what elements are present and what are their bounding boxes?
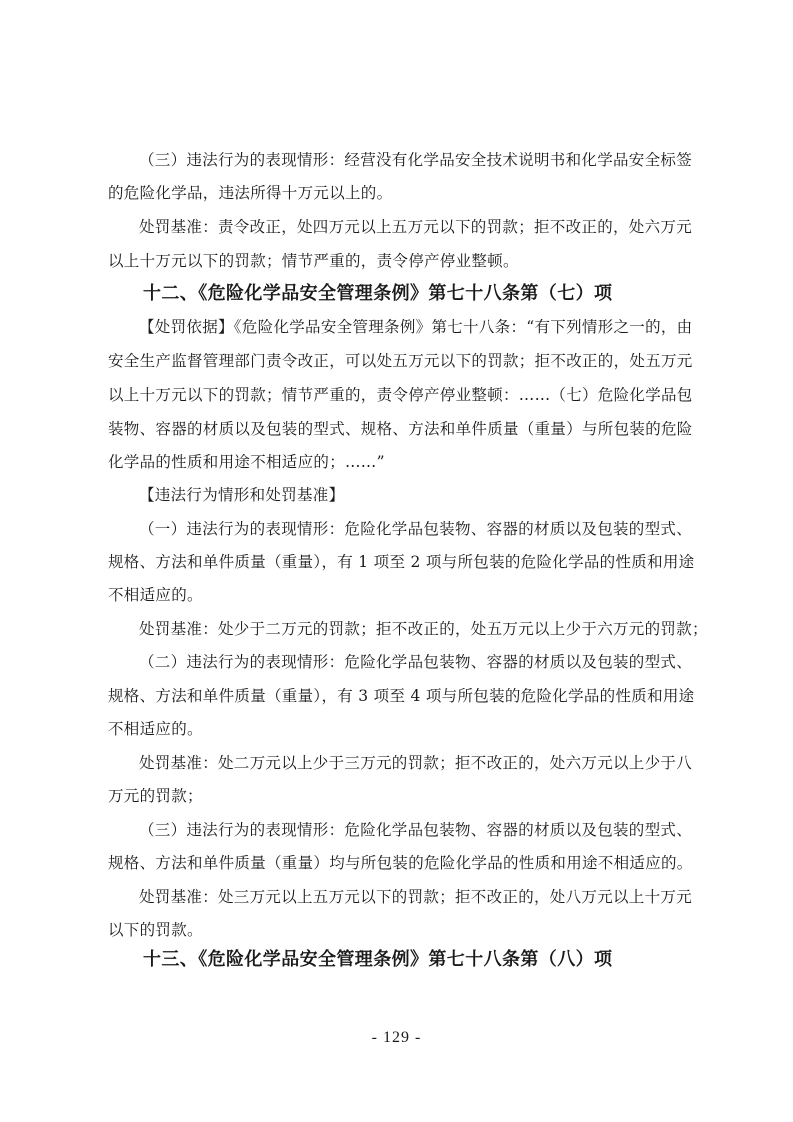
section-heading: 十二、《危险化学品安全管理条例》第七十八条第（七）项: [143, 283, 613, 304]
paragraph-line: 处罚基准：处少于二万元的罚款；拒不改正的，处五万元以上少于六万元的罚款；: [139, 620, 708, 638]
paragraph-line: 规格、方法和单件质量（重量），有 3 项至 4 项与所包装的危险化学品的性质和用途: [108, 687, 695, 705]
paragraph-line: 装物、容器的材质以及包装的型式、规格、方法和单件质量（重量）与所包装的危险: [108, 420, 693, 438]
paragraph-line: （三）违法行为的表现情形：经营没有化学品安全技术说明书和化学品安全标签: [139, 151, 693, 169]
section-heading: 十三、《危险化学品安全管理条例》第七十八条第（八）项: [143, 949, 613, 970]
paragraph-line: 处罚基准：处二万元以上少于三万元的罚款；拒不改正的，处六万元以上少于八: [139, 754, 693, 772]
paragraph-line: 以下的罚款。: [108, 921, 203, 939]
paragraph-line: 以上十万元以下的罚款；情节严重的，责令停产停业整顿：……（七）危险化学品包: [108, 386, 693, 404]
paragraph-line: 不相适应的。: [108, 720, 203, 738]
paragraph-line: 安全生产监督管理部门责令改正，可以处五万元以下的罚款；拒不改正的，处五万元: [108, 352, 693, 370]
paragraph-line: 规格、方法和单件质量（重量）均与所包装的危险化学品的性质和用途不相适应的。: [108, 854, 693, 872]
paragraph-line: 万元的罚款；: [108, 787, 203, 805]
paragraph-line: 规格、方法和单件质量（重量），有 1 项至 2 项与所包装的危险化学品的性质和用途: [108, 553, 695, 571]
paragraph-line: （一）违法行为的表现情形：危险化学品包装物、容器的材质以及包装的型式、: [139, 520, 693, 538]
page-number: - 129 -: [371, 1029, 422, 1046]
paragraph-line: 不相适应的。: [108, 586, 203, 604]
paragraph-line: 处罚基准：责令改正，处四万元以上五万元以下的罚款；拒不改正的，处六万元: [139, 218, 693, 236]
paragraph-line: 化学品的性质和用途不相适应的；……”: [108, 453, 385, 471]
paragraph-line: 的危险化学品，违法所得十万元以上的。: [108, 184, 393, 202]
paragraph-line: 处罚基准：处三万元以上五万元以下的罚款；拒不改正的，处八万元以上十万元: [139, 888, 693, 906]
paragraph-line: （三）违法行为的表现情形：危险化学品包装物、容器的材质以及包装的型式、: [139, 821, 693, 839]
paragraph-line: （二）违法行为的表现情形：危险化学品包装物、容器的材质以及包装的型式、: [139, 653, 693, 671]
paragraph-line: 以上十万元以下的罚款；情节严重的，责令停产停业整顿。: [108, 252, 519, 270]
paragraph-line: 【处罚依据】《危险化学品安全管理条例》第七十八条：“有下列情形之一的，由: [139, 318, 693, 336]
paragraph-line: 【违法行为情形和处罚基准】: [139, 486, 345, 504]
